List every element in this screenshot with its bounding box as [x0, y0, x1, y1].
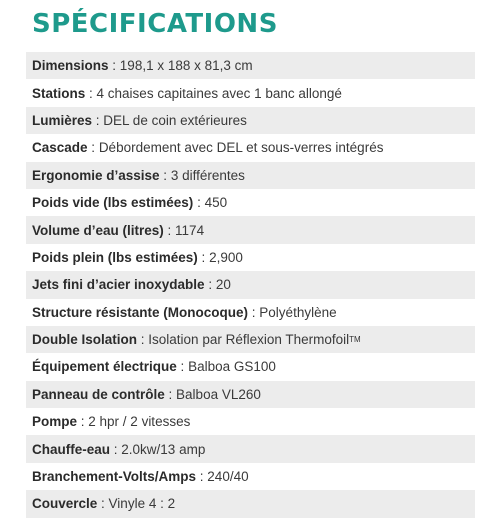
- spec-value: 240/40: [207, 469, 249, 485]
- spec-label: Lumières: [32, 112, 93, 128]
- spec-row-chauffe-eau: Chauffe-eau : 2.0kw/13 amp: [26, 435, 475, 462]
- spec-row-double-isolation: Double Isolation : Isolation par Réflexion Thermofoil TM: [26, 326, 475, 353]
- spec-row-jets: Jets fini d’acier inoxydable : 20: [26, 271, 475, 298]
- spec-value: Vinyle 4 : 2: [108, 496, 176, 512]
- spec-label: Panneau de contrôle: [32, 386, 165, 402]
- spec-label: Ergonomie d’assise: [32, 167, 160, 183]
- spec-row-stations: Stations : 4 chaises capitaines avec 1 banc allongé: [32, 85, 342, 101]
- spec-label: Pompe: [32, 414, 78, 430]
- spec-row-poids-plein: Poids plein (lbs estimées) : 2,900: [32, 249, 243, 265]
- spec-value: 20: [215, 277, 231, 293]
- spec-label: Équipement électrique: [32, 359, 177, 375]
- spec-value: 3 différentes: [170, 167, 245, 183]
- spec-row-equipement-electrique: Équipement électrique : Balboa GS100: [32, 359, 276, 375]
- spec-value: Isolation par Réflexion Thermofoil: [148, 332, 350, 348]
- spec-value: 2.0kw/13 amp: [121, 441, 206, 457]
- spec-label: Volume d’eau (litres): [32, 222, 164, 238]
- spec-row-volume-eau: Volume d’eau (litres) : 1174: [26, 216, 475, 243]
- spec-row-branchement: Branchement-Volts/Amps : 240/40: [32, 469, 249, 485]
- spec-value: 2 hpr / 2 vitesses: [88, 414, 191, 430]
- spec-label: Jets fini d’acier inoxydable: [32, 277, 205, 293]
- spec-row-pompe: Pompe : 2 hpr / 2 vitesses: [32, 414, 191, 430]
- spec-value: Balboa GS100: [188, 359, 276, 375]
- page-title: SPÉCIFICATIONS: [32, 9, 278, 39]
- spec-list: [26, 52, 475, 518]
- spec-label: Branchement-Volts/Amps: [32, 469, 197, 485]
- spec-row-dimensions: Dimensions : 198,1 x 188 x 81,3 cm: [26, 52, 475, 79]
- spec-row-structure: Structure résistante (Monocoque) : Polyéthylène: [32, 304, 337, 320]
- spec-row-couvercle: Couvercle : Vinyle 4 : 2: [26, 490, 475, 517]
- spec-label: Double Isolation: [32, 332, 138, 348]
- spec-value: 450: [204, 195, 228, 211]
- spec-value: Balboa VL260: [176, 386, 261, 402]
- spec-label: Chauffe-eau: [32, 441, 111, 457]
- spec-value: DEL de coin extérieures: [103, 112, 247, 128]
- spec-value: 4 chaises capitaines avec 1 banc allongé: [96, 85, 342, 101]
- spec-label: Poids plein (lbs estimées): [32, 249, 198, 265]
- spec-label: Dimensions: [32, 58, 109, 74]
- spec-row-lumieres: Lumières : DEL de coin extérieures: [26, 107, 475, 134]
- spec-value: 1174: [175, 222, 205, 238]
- spec-value: 2,900: [209, 249, 243, 265]
- spec-value: 198,1 x 188 x 81,3 cm: [119, 58, 253, 74]
- spec-label: Poids vide (lbs estimées): [32, 195, 194, 211]
- spec-value: Débordement avec DEL et sous-verres intégrés: [98, 140, 384, 156]
- spec-label: Stations: [32, 85, 86, 101]
- spec-row-panneau-controle: Panneau de contrôle : Balboa VL260: [26, 381, 475, 408]
- spec-label: Cascade: [32, 140, 88, 156]
- spec-row-poids-vide: Poids vide (lbs estimées) : 450: [32, 195, 228, 211]
- spec-label: Couvercle: [32, 496, 98, 512]
- spec-row-cascade: Cascade : Débordement avec DEL et sous-verres intégrés: [32, 140, 384, 156]
- spec-label: Structure résistante (Monocoque): [32, 304, 249, 320]
- spec-value: Polyéthylène: [259, 304, 337, 320]
- spec-row-ergonomie: Ergonomie d’assise : 3 différentes: [26, 162, 475, 189]
